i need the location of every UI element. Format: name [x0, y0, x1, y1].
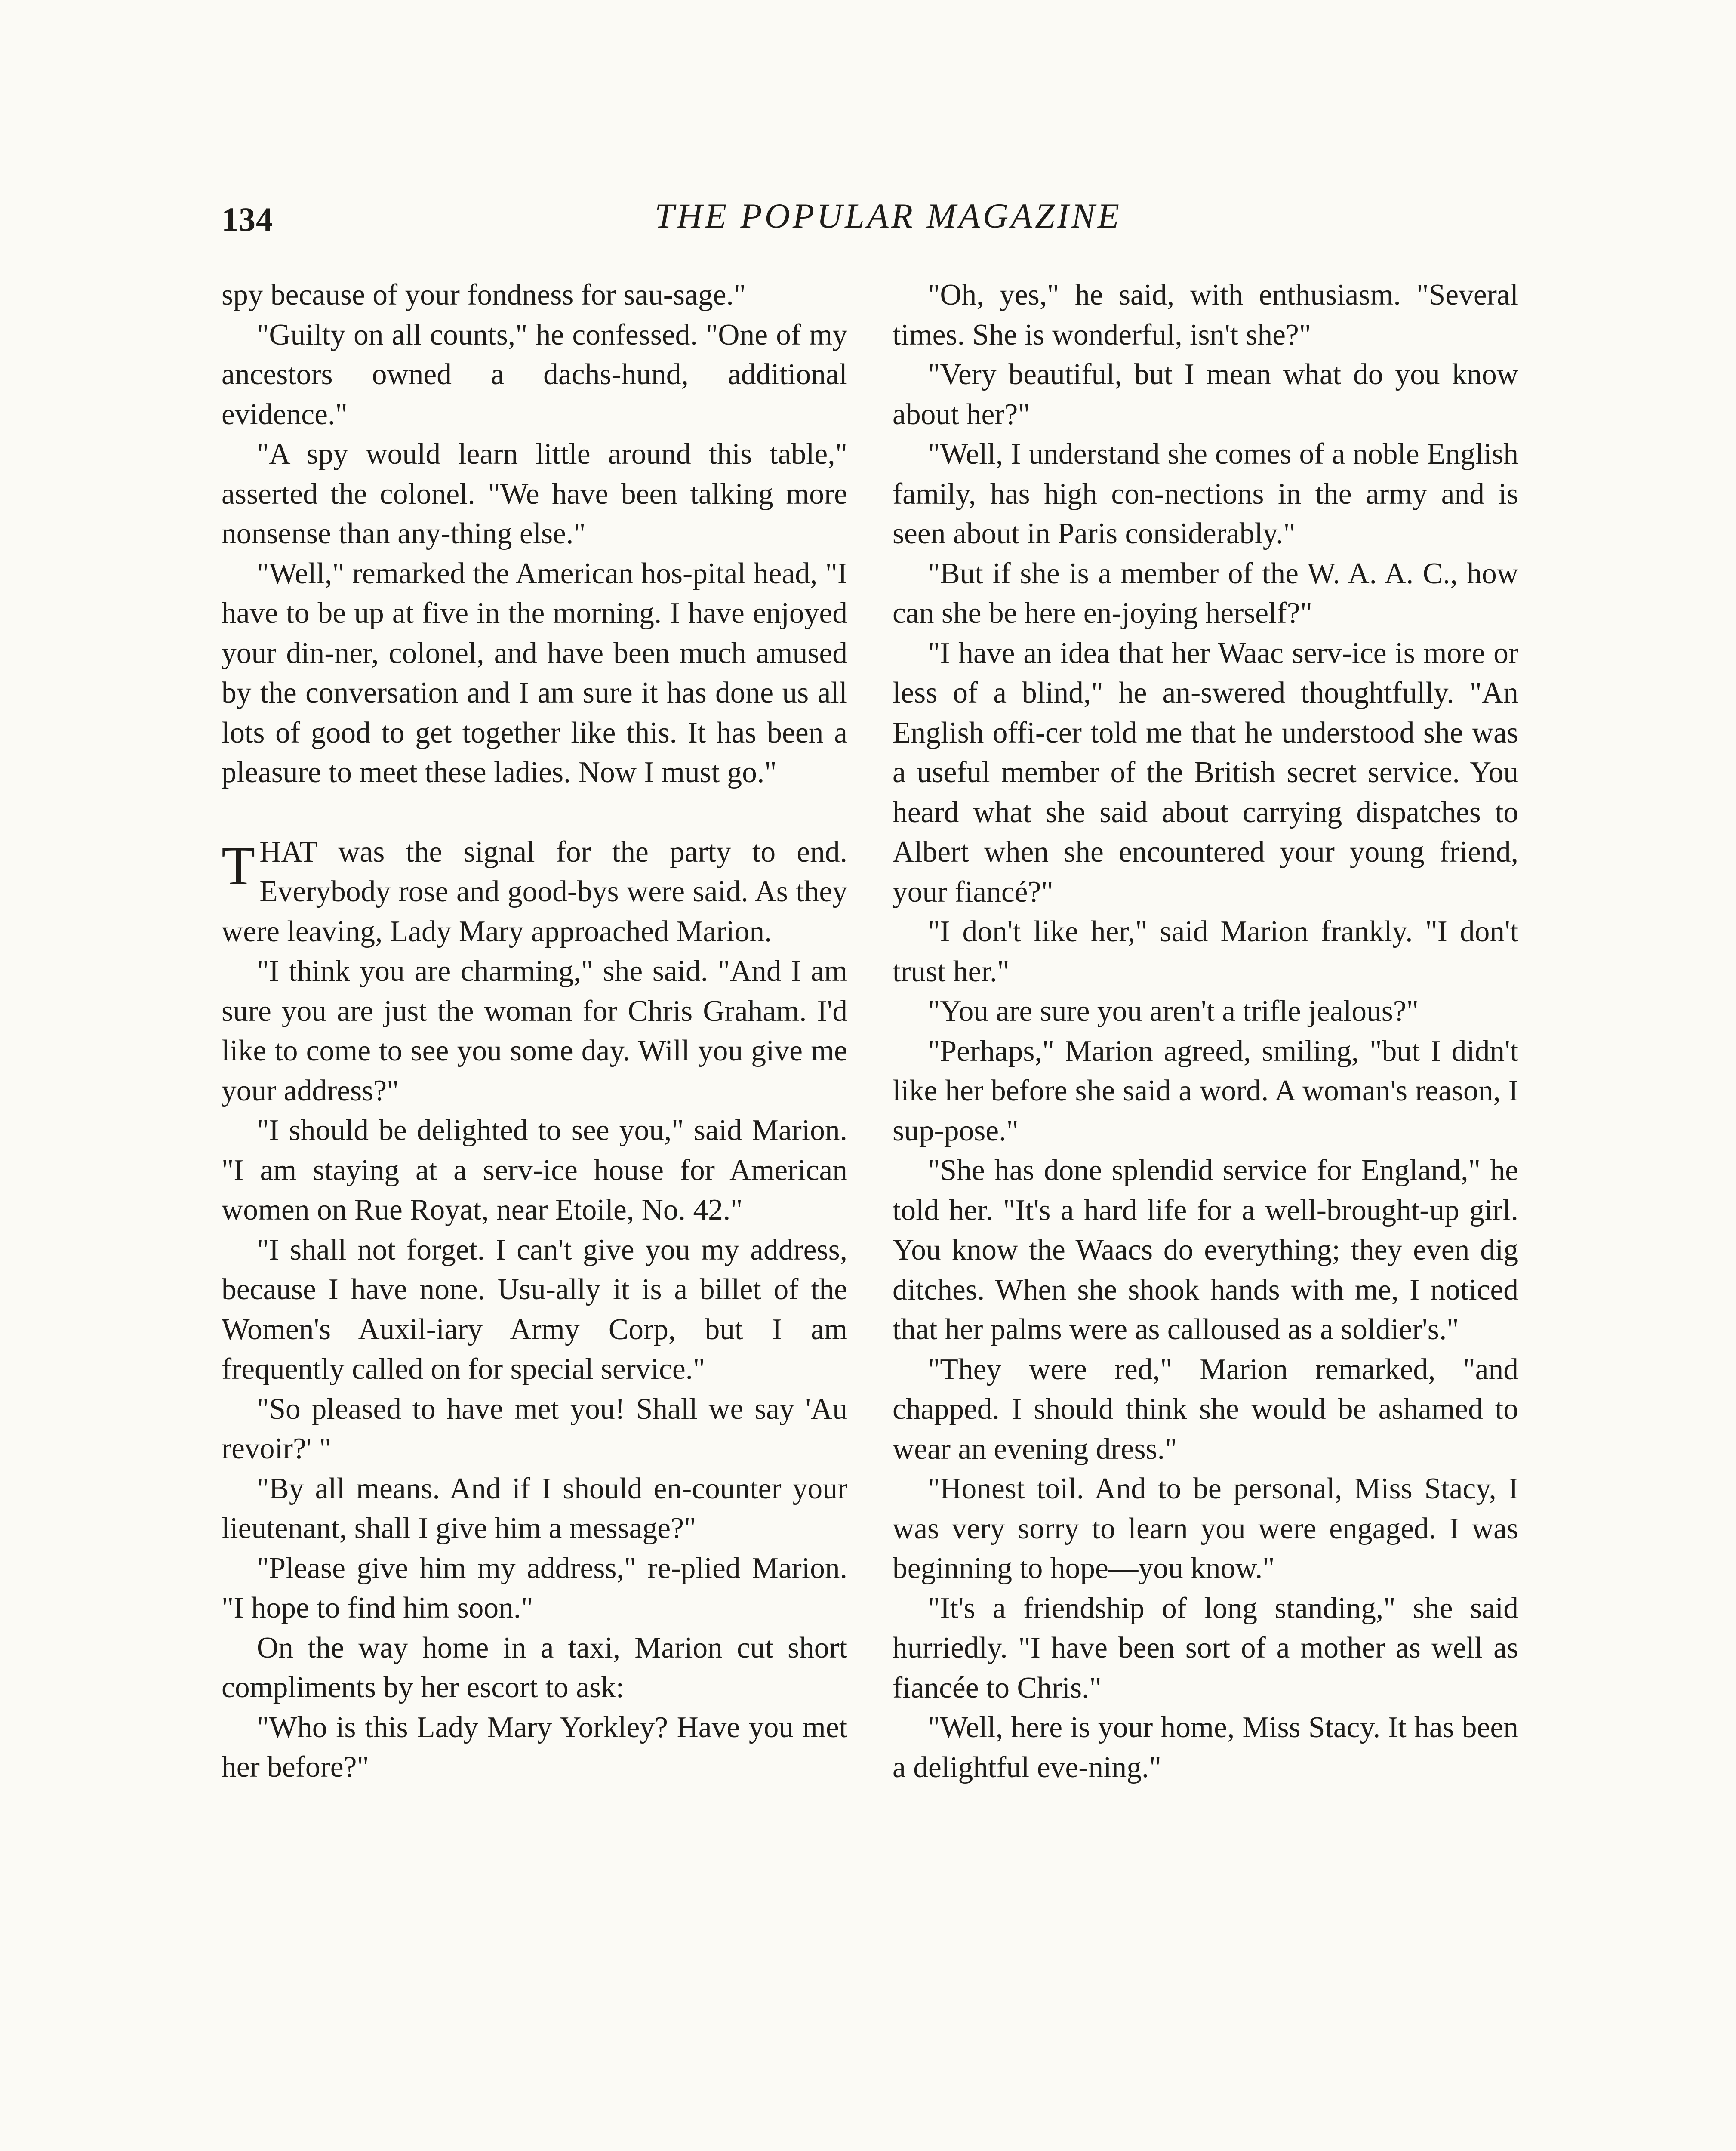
- paragraph: [893, 1708, 1518, 1787]
- paragraph: [222, 1111, 847, 1230]
- paragraph: [893, 554, 1518, 634]
- paragraph: [893, 1469, 1518, 1589]
- paragraph-text: "Well, here is your home, Miss Stacy. It has been a delightful eve-ning.": [893, 1711, 1518, 1784]
- paragraph-text: "Very beautiful, but I mean what do you know about her?": [893, 358, 1518, 431]
- paragraph-text: "It's a friendship of long standing," she said hurriedly. "I have been sort of a mother as well as fiancée to Chris.": [893, 1591, 1518, 1704]
- paragraph: [893, 1151, 1518, 1350]
- paragraph-text: "Well, I understand she comes of a noble English family, has high con-nections in the army and is seen about in Paris considerably.": [893, 438, 1518, 550]
- paragraph-text: "I have an idea that her Waac serv-ice is more or less of a blind," he an-swered thoughtfully. "An English offi-cer told me that he understood she was a useful member of the British secret service. You heard what she said about carrying dispatches to Albert when she encountered your young friend, your fiancé?": [893, 636, 1518, 909]
- paragraph: [222, 435, 847, 554]
- paragraph-text: "She has done splendid service for England," he told her. "It's a hard life for a well-brought-up girl. You know the Waacs do everything; they even dig ditches. When she shook hands with me, I noticed that her palms were as calloused as a soldier's.": [893, 1154, 1518, 1346]
- page-number: 134: [222, 200, 273, 238]
- paragraph: [893, 912, 1518, 992]
- paragraph-text: "Oh, yes," he said, with enthusiasm. "Several times. She is wonderful, isn't she?": [893, 278, 1518, 351]
- paragraph: [222, 1549, 847, 1628]
- paragraph-text: spy because of your fondness for sau-sage.": [222, 278, 746, 311]
- paragraph-text: "Who is this Lady Mary Yorkley? Have you met her before?": [222, 1710, 847, 1784]
- paragraph: [222, 275, 847, 315]
- paragraph: [222, 1230, 847, 1390]
- paragraph: [893, 634, 1518, 912]
- paragraph-text: "You are sure you aren't a trifle jealous?": [928, 995, 1419, 1028]
- paragraph: [893, 1589, 1518, 1708]
- paragraph-text: "I should be delighted to see you," said Marion. "I am staying at a serv-ice house for American women on Rue Royat, near Etoile, No. 42.": [222, 1114, 847, 1227]
- paragraph: [893, 1032, 1518, 1151]
- paragraph-text: "Please give him my address," re-plied Marion. "I hope to find him soon.": [222, 1551, 847, 1624]
- paragraph-text: HAT was the signal for the party to end. Everybody rose and good-bys were said. As they were leaving, Lady Mary approached Marion.: [222, 835, 847, 948]
- paragraph: [222, 1469, 847, 1549]
- paragraph: [893, 435, 1518, 554]
- paragraph-text: "I think you are charming," she said. "And I am sure you are just the woman for Chris Graham. I'd like to come to see you some day. Will you give me your address?": [222, 955, 847, 1107]
- paragraph: [222, 952, 847, 1111]
- paragraph: [893, 355, 1518, 435]
- paragraph-text: "I don't like her," said Marion frankly. "I don't trust her.": [893, 915, 1518, 988]
- paragraph-text: "Perhaps," Marion agreed, smiling, "but I didn't like her before she said a word. A woman's reason, I sup-pose.": [893, 1034, 1518, 1147]
- paragraph: [222, 315, 847, 435]
- paragraph-text: "Guilty on all counts," he confessed. "One of my ancestors owned a dachs-hund, additional evidence.": [222, 318, 847, 431]
- paragraph-text: "Well," remarked the American hos-pital head, "I have to be up at five in the morning. I have enjoyed your din-ner, colonel, and have been much amused by the conversation and I am sure it has done us all lots of good to get together like this. It has been a pleasure to meet these ladies. Now I must go.": [222, 557, 847, 789]
- page-header: [222, 196, 1521, 260]
- paragraph: [222, 1390, 847, 1469]
- paragraph-text: "Honest toil. And to be personal, Miss Stacy, I was very sorry to learn you were engaged. I was beginning to hope—you know.": [893, 1472, 1518, 1585]
- paragraph: [222, 1708, 847, 1787]
- paragraph-text: "A spy would learn little around this table," asserted the colonel. "We have been talking more nonsense than any-thing else.": [222, 438, 847, 550]
- left-text-column: [222, 275, 847, 1787]
- paragraph: [222, 1628, 847, 1708]
- paragraph-text: "They were red," Marion remarked, "and chapped. I should think she would be ashamed to wear an evening dress.": [893, 1353, 1518, 1466]
- paragraph-text: "By all means. And if I should en-counter your lieutenant, shall I give him a message?": [222, 1472, 847, 1545]
- paragraph-text: "I shall not forget. I can't give you my address, because I have none. Usu-ally it is a billet of the Women's Auxil-iary Army Corp, but I am frequently called on for special service.": [222, 1233, 847, 1386]
- paragraph: [893, 275, 1518, 355]
- paragraph-text: "But if she is a member of the W. A. A. C., how can she be here en-joying herself?": [893, 557, 1518, 630]
- right-text-column: [893, 275, 1518, 1787]
- paragraph-text: On the way home in a taxi, Marion cut short compliments by her escort to ask:: [222, 1631, 847, 1704]
- paragraph: [222, 554, 847, 793]
- drop-cap: T: [222, 835, 255, 896]
- paragraph: [893, 1350, 1518, 1470]
- paragraph: [893, 992, 1518, 1032]
- magazine-title: THE POPULAR MAGAZINE: [655, 196, 1122, 235]
- paragraph: [222, 832, 847, 952]
- paragraph-text: "So pleased to have met you! Shall we say 'Au revoir?' ": [222, 1392, 847, 1465]
